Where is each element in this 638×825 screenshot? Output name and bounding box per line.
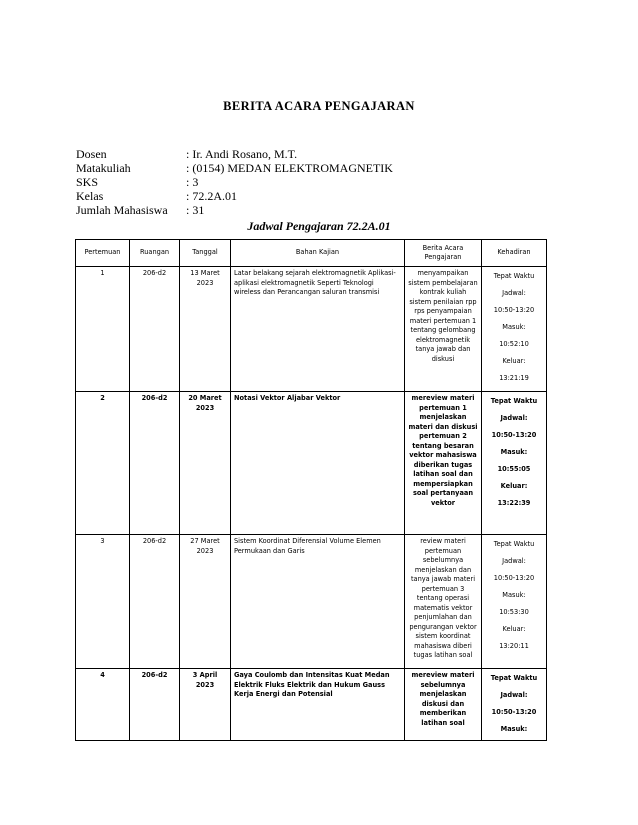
cell-ruangan: 206-d2 [130, 267, 180, 392]
info-label: Kelas [76, 189, 104, 203]
header-tanggal: Tanggal [180, 240, 231, 267]
cell-tanggal: 13 Maret 2023 [180, 267, 231, 392]
cell-pertemuan: 3 [76, 535, 130, 669]
schedule-title: Jadwal Pengajaran 72.2A.01 [247, 219, 391, 233]
cell-kehadiran [482, 669, 547, 741]
kehadiran-masuk: 10:53:30 [499, 608, 529, 616]
kehadiran-status: Tepat Waktu [490, 674, 538, 682]
document-title: BERITA ACARA PENGAJARAN [223, 99, 415, 113]
kehadiran-status: Tepat Waktu [493, 540, 535, 548]
info-row-dosen [76, 147, 393, 161]
kehadiran-status: Tepat Waktu [490, 397, 538, 405]
cell-berita-acara: review materi pertemuan sebelumnya menjelaskan dan tanya jawab materi pertemuan 3 tentang operasi matematis vektor penjumlahan dan pengurangan vektor sistem koordinat mahasiswa diberi tugas latihan soal [405, 535, 482, 669]
kehadiran-jadwal: 10:50-13:20 [493, 306, 535, 314]
kehadiran-masuk: 10:52:10 [499, 340, 529, 348]
header-kehadiran: Kehadiran [482, 240, 547, 267]
kehadiran-jadwal-label: Jadwal: [502, 289, 526, 297]
table-row [76, 669, 547, 741]
cell-ruangan: 206-d2 [130, 669, 180, 741]
cell-tanggal: 20 Maret 2023 [180, 392, 231, 535]
info-label: Matakuliah [76, 161, 131, 175]
course-info [76, 147, 393, 217]
kehadiran-keluar-label: Keluar: [502, 625, 526, 633]
table-row [76, 392, 547, 535]
kehadiran-masuk: 10:55:05 [497, 465, 531, 473]
cell-berita-acara: menyampaikan sistem pembelajaran kontrak kuliah sistem penilaian rpp rps penyampaian materi pertemuan 1 tentang gelombang elektromagnetik tanya jawab dan diskusi [405, 267, 482, 392]
info-row-jumlah-mahasiswa [76, 203, 393, 217]
cell-ruangan: 206-d2 [130, 535, 180, 669]
kehadiran-keluar-label: Keluar: [500, 482, 528, 490]
table-row [76, 535, 547, 669]
cell-kehadiran [482, 535, 547, 669]
kehadiran-masuk-label: Masuk: [502, 323, 526, 331]
kehadiran-jadwal: 10:50-13:20 [491, 708, 537, 716]
kehadiran-masuk-label: Masuk: [500, 448, 528, 456]
cell-berita-acara: mereview materi pertemuan 1 menjelaskan materi dan diskusi pertemuan 2 tentang besaran vektor mahasiswa diberikan tugas latihan soal dan mempersiapkan soal pertanyaan vektor [405, 392, 482, 535]
cell-pertemuan: 2 [76, 392, 130, 535]
info-label: SKS [76, 175, 99, 189]
table-header-row [76, 240, 547, 267]
kehadiran-masuk-label: Masuk: [500, 725, 528, 733]
cell-bahan-kajian: Sistem Koordinat Diferensial Volume Elemen Permukaan dan Garis [231, 535, 405, 669]
kehadiran-keluar-label: Keluar: [502, 357, 526, 365]
kehadiran-keluar: 13:20:11 [499, 642, 529, 650]
info-label: Jumlah Mahasiswa [76, 203, 168, 217]
kehadiran-jadwal-label: Jadwal: [500, 414, 528, 422]
kehadiran-jadwal-label: Jadwal: [500, 691, 528, 699]
kehadiran-keluar: 13:22:39 [497, 499, 531, 507]
kehadiran-jadwal-label: Jadwal: [502, 557, 526, 565]
info-row-kelas [76, 189, 393, 203]
info-value: : Ir. Andi Rosano, M.T. [186, 147, 298, 161]
header-ruangan: Ruangan [130, 240, 180, 267]
info-label: Dosen [76, 147, 107, 161]
header-pertemuan: Pertemuan [76, 240, 130, 267]
info-value: : (0154) MEDAN ELEKTROMAGNETIK [186, 161, 393, 175]
kehadiran-jadwal: 10:50-13:20 [491, 431, 537, 439]
cell-pertemuan: 1 [76, 267, 130, 392]
cell-tanggal: 27 Maret 2023 [180, 535, 231, 669]
info-row-matakuliah [76, 161, 393, 175]
info-value: : 31 [186, 203, 205, 217]
cell-bahan-kajian: Gaya Coulomb dan Intensitas Kuat Medan Elektrik Fluks Elektrik dan Hukum Gauss Kerja Energi dan Potensial [231, 669, 405, 741]
cell-pertemuan: 4 [76, 669, 130, 741]
kehadiran-jadwal: 10:50-13:20 [493, 574, 535, 582]
info-value: : 3 [186, 175, 199, 189]
cell-bahan-kajian: Notasi Vektor Aljabar Vektor [231, 392, 405, 535]
kehadiran-masuk-label: Masuk: [502, 591, 526, 599]
cell-kehadiran [482, 392, 547, 535]
info-row-sks [76, 175, 393, 189]
schedule-table [75, 239, 547, 741]
header-berita-acara: Berita Acara Pengajaran [405, 240, 482, 267]
kehadiran-keluar: 13:21:19 [499, 374, 529, 382]
cell-ruangan: 206-d2 [130, 392, 180, 535]
cell-kehadiran [482, 267, 547, 392]
kehadiran-status: Tepat Waktu [493, 272, 535, 280]
table-row [76, 267, 547, 392]
header-bahan-kajian: Bahan Kajian [231, 240, 405, 267]
info-value: : 72.2A.01 [186, 189, 237, 203]
cell-tanggal: 3 April 2023 [180, 669, 231, 741]
cell-bahan-kajian: Latar belakang sejarah elektromagnetik Aplikasi-aplikasi elektromagnetik Seperti Teknologi wireless dan Perancangan saluran transmisi [231, 267, 405, 392]
cell-berita-acara: mereview materi sebelumnya menjelaskan diskusi dan memberikan latihan soal [405, 669, 482, 741]
